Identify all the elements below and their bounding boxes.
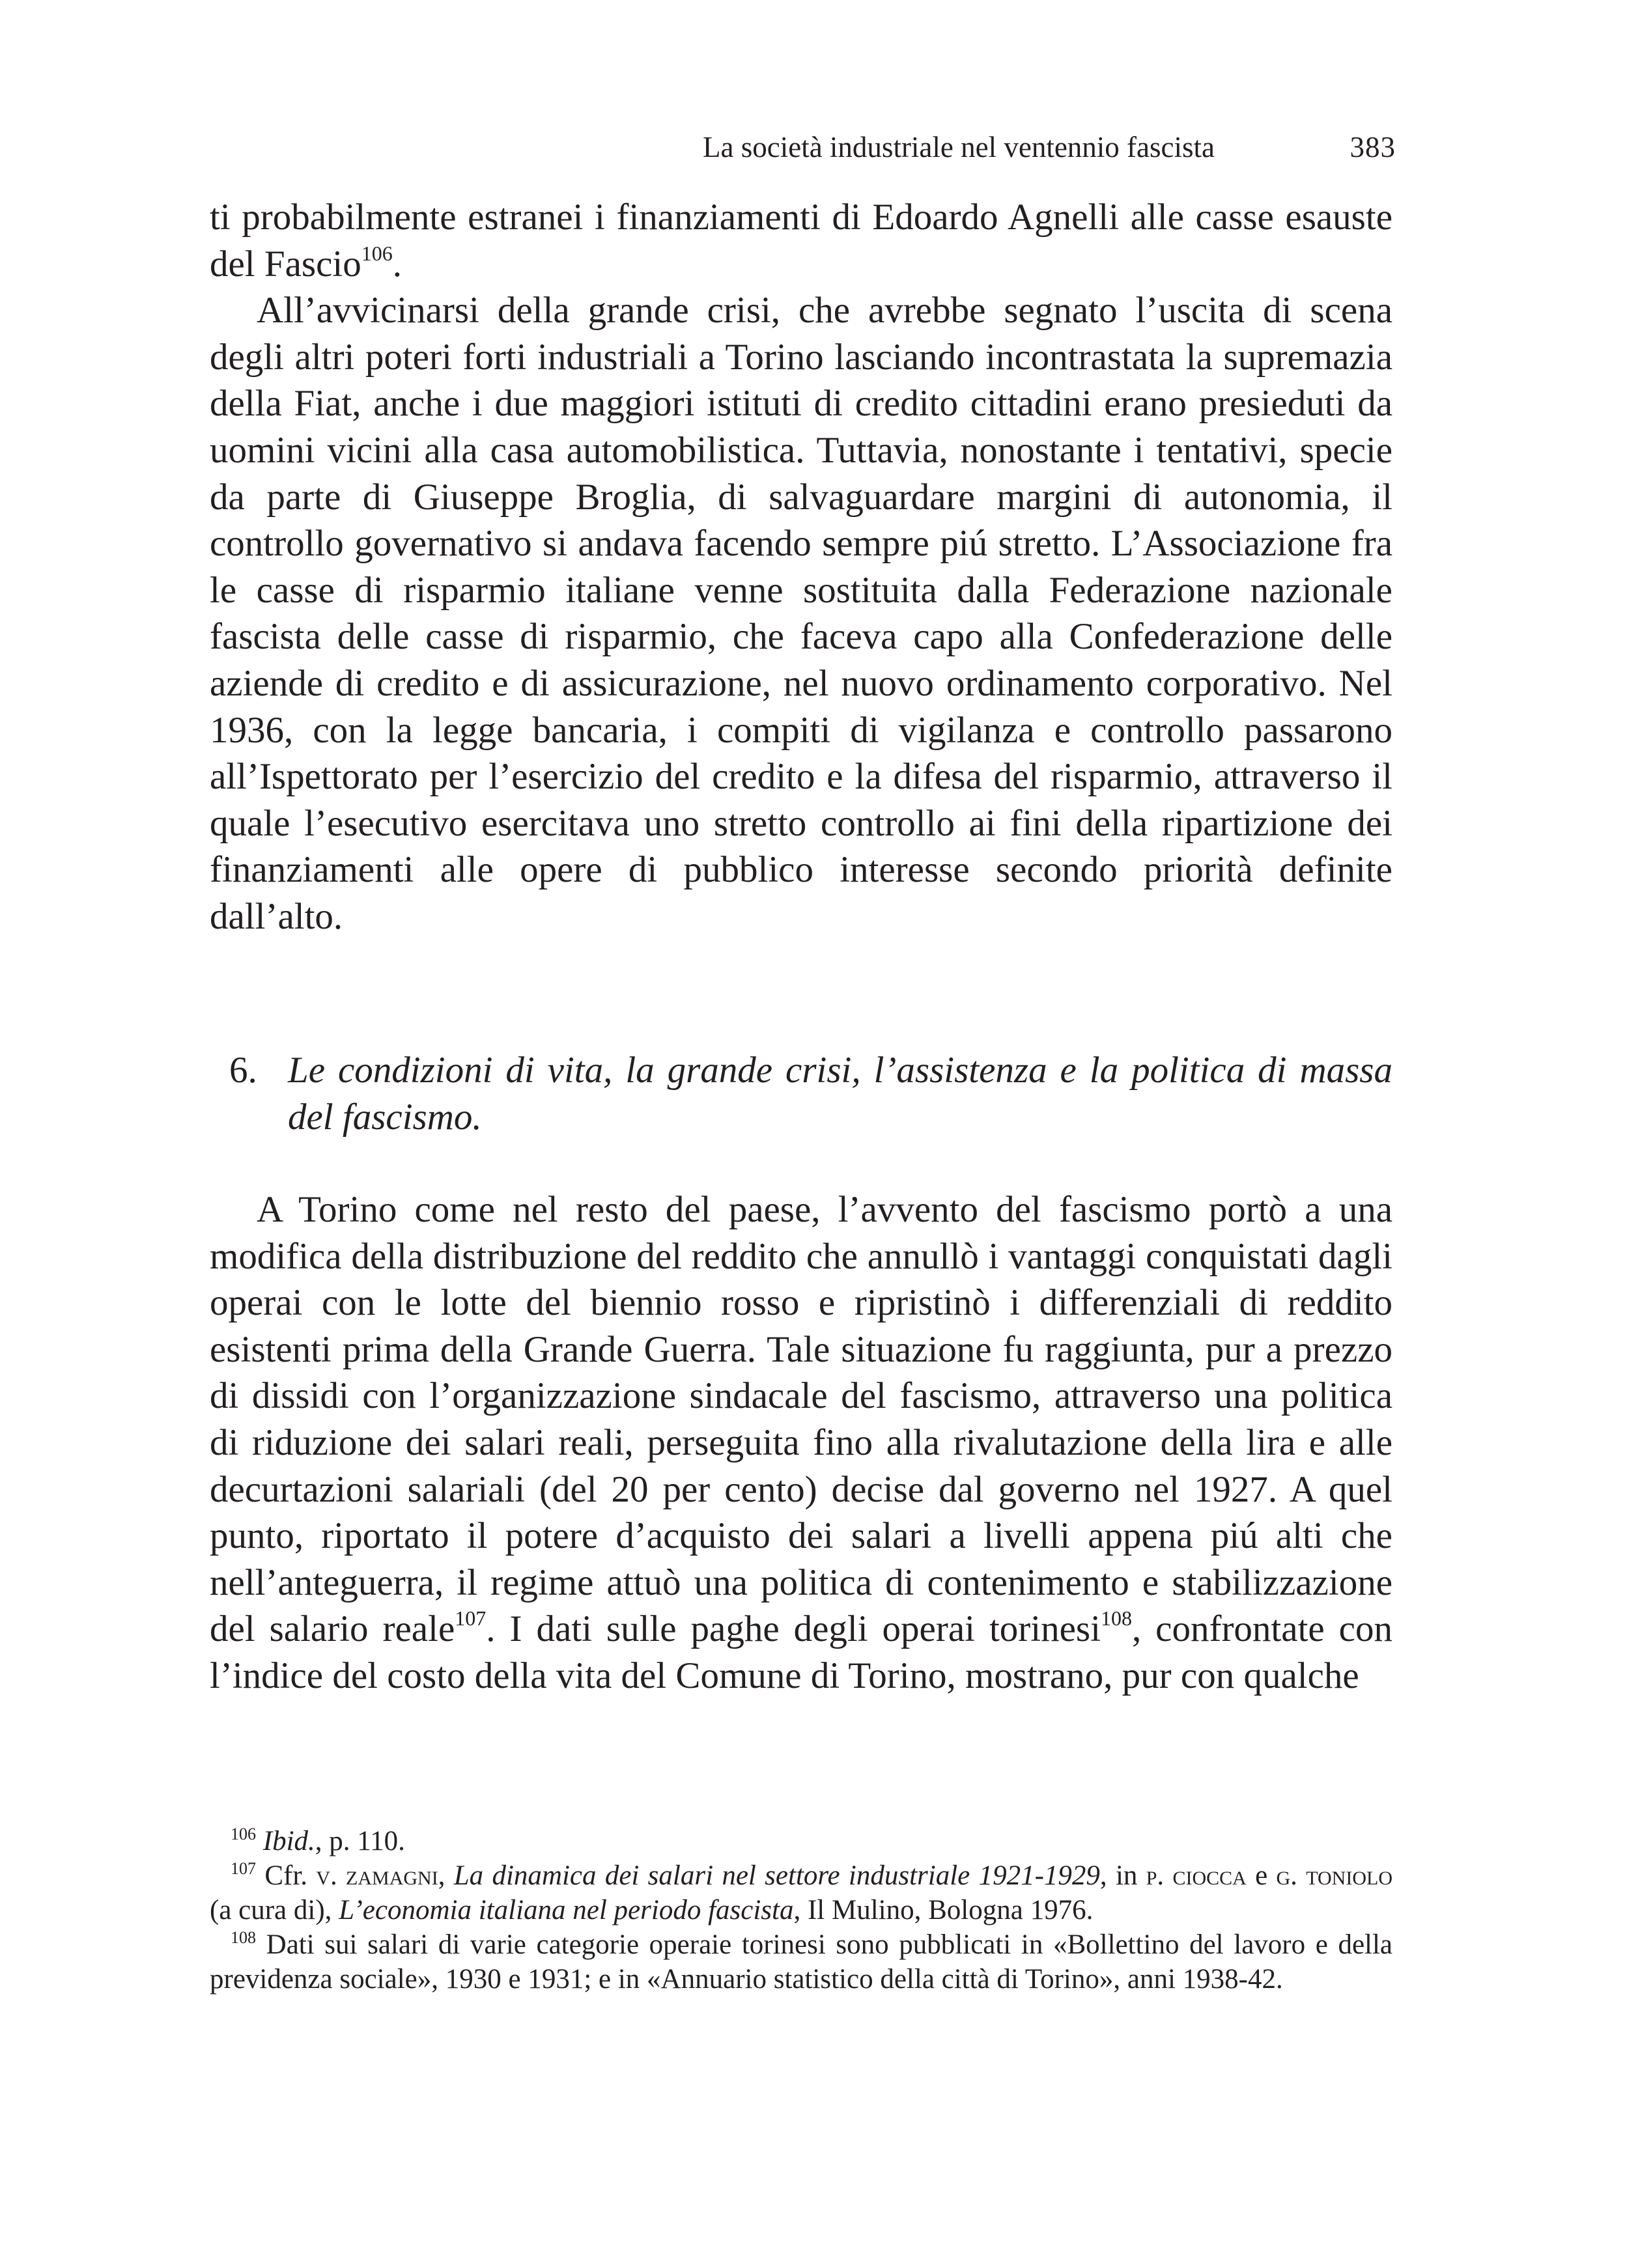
footnote-text: ,: [438, 1860, 454, 1891]
author-name: v. zamagni: [316, 1860, 438, 1891]
footnote-text: , in: [1099, 1860, 1146, 1891]
footnote-number: 107: [231, 1859, 256, 1878]
footnote-number: 108: [231, 1928, 256, 1947]
section-title: Le condizioni di vita, la grande crisi, l’assistenza e la politica di massa del fascismo.: [288, 1050, 1392, 1138]
section-number: 6.: [229, 1050, 257, 1091]
footnote-ref-106[interactable]: 106: [361, 241, 393, 265]
footnote-text: Dati sui salari di varie categorie operaie torinesi sono pubblicati in «Bollettino del lavoro e della previdenza sociale», 1930 e 1931; e in «Annuario statistico della città di Torino», anni 1938-42.: [210, 1929, 1393, 1995]
text-after-section: [210, 1186, 1392, 1700]
paragraph-text-b: . I dati sulle paghe degli operai torinesi: [486, 1608, 1101, 1650]
footnote-text: , p. 110.: [315, 1826, 405, 1856]
footnote-ref-108[interactable]: 108: [1100, 1606, 1132, 1631]
paragraph-living-conditions: [210, 1186, 1392, 1700]
text-before-section: [210, 194, 1392, 940]
page-number: 383: [1349, 131, 1396, 163]
running-head: [0, 128, 1625, 167]
paragraph-continuation: [210, 194, 1392, 287]
work-title: L’economia italiana nel periodo fascista: [339, 1895, 794, 1925]
footnote-text: (a cura di),: [210, 1895, 339, 1925]
footnote-106: [210, 1824, 1392, 1858]
footnotes: [210, 1824, 1392, 1996]
paragraph-text-c: , confrontate con l’indice del costo della vita del Comune di Torino, mostrano, pur con qualche: [210, 1608, 1392, 1696]
footnote-text: , Il Mulino, Bologna 1976.: [793, 1895, 1094, 1925]
paragraph-credit-institutes: All’avvicinarsi della grande crisi, che avrebbe segnato l’uscita di scena degli altri poteri forti industriali a Torino lasciando incontrastata la supremazia della Fiat, anche i due maggiori istituti di credito cittadini erano presieduti da uomini vicini alla casa automobilistica. Tuttavia, nonostante i tentativi, specie da parte di Giuseppe Broglia, di salvaguardare margini di autonomia, il controllo governativo si andava facendo sempre piú stretto. L’Associazione fra le casse di risparmio italiane venne sostituita dalla Federazione nazionale fascista delle casse di risparmio, che faceva capo alla Confederazione delle aziende di credito e di assicurazione, nel nuovo ordinamento corporativo. Nel 1936, con la legge bancaria, i compiti di vigilanza e controllo passarono all’Ispettorato per l’esercizio del credito e la difesa del risparmio, attraverso il quale l’esecutivo esercitava uno stretto controllo ai fini della ripartizione dei finanziamenti alle opere di pubblico interesse secondo priorità definite dall’alto.: [210, 290, 1392, 937]
running-title: La società industriale nel ventennio fascista: [703, 131, 1215, 163]
footnote-108: [210, 1927, 1392, 1996]
author-name: p. ciocca: [1146, 1860, 1247, 1891]
section-heading: [229, 1047, 1392, 1140]
footnote-italic: Ibid.: [262, 1826, 315, 1856]
footnote-text: Cfr.: [264, 1860, 317, 1891]
footnote-ref-107[interactable]: 107: [455, 1606, 487, 1631]
author-name: g. toniolo: [1276, 1860, 1392, 1891]
paragraph-tail: .: [392, 243, 402, 285]
paragraph-text: ti probabilmente estranei i finanziamenti di Edoardo Agnelli alle casse esauste del Fascio: [210, 197, 1392, 285]
footnote-number: 106: [231, 1825, 256, 1843]
paragraph-text-a: A Torino come nel resto del paese, l’avvento del fascismo portò a una modifica della distribuzione del reddito che annullò i vantaggi conquistati dagli operai con le lotte del biennio rosso e ripristinò i differenziali di reddito esistenti prima della Grande Guerra. Tale situazione fu raggiunta, pur a prezzo di dissidi con l’organizzazione sindacale del fascismo, attraverso una politica di riduzione dei salari reali, perseguita fino alla rivalutazione della lira e alle decurtazioni salariali (del 20 per cento) decise dal governo nel 1927. A quel punto, riportato il potere d’acquisto dei salari a livelli appena piú alti che nell’anteguerra, il regime attuò una politica di contenimento e stabilizzazione del salario reale: [210, 1189, 1392, 1650]
footnote-text: e: [1246, 1860, 1277, 1891]
work-title: La dinamica dei salari nel settore industriale 1921-1929: [453, 1860, 1100, 1891]
footnote-107: [210, 1858, 1392, 1927]
